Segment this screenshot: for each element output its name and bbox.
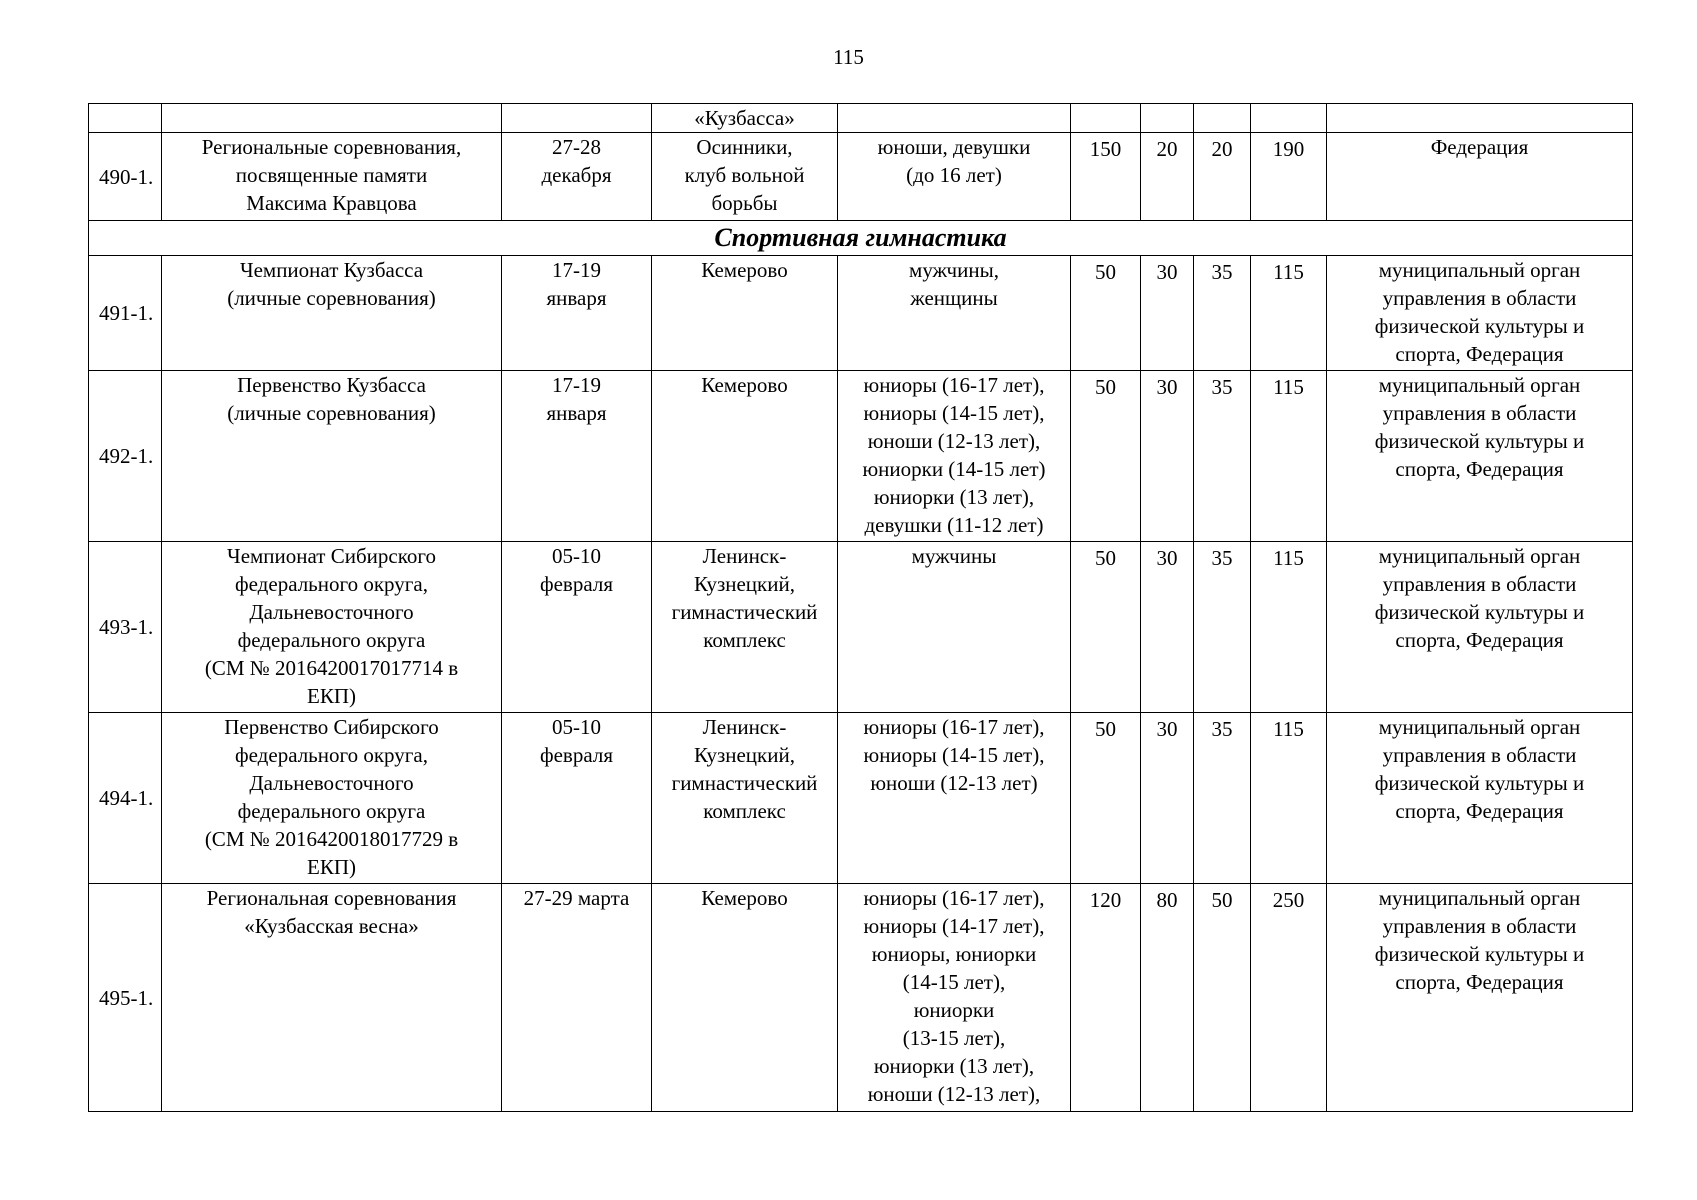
cell-total: 250: [1251, 884, 1327, 1112]
cell-num: 495-1.: [89, 884, 162, 1112]
cell-dates: 27-28 декабря: [502, 133, 652, 221]
section-header-row: [89, 221, 1633, 256]
cell-dates: 27-29 марта: [502, 884, 652, 1112]
cell-organizer: муниципальный орган управления в области физической культуры и спорта, Федерация: [1327, 713, 1633, 884]
cell-num: 490-1.: [89, 133, 162, 221]
cell-organizer: муниципальный орган управления в области физической культуры и спорта, Федерация: [1327, 256, 1633, 371]
cell-name: Региональные соревнования, посвященные памяти Максима Кравцова: [162, 133, 502, 221]
cell-num: 491-1.: [89, 256, 162, 371]
cell-dates: [502, 104, 652, 133]
cell-q2: 20: [1141, 133, 1194, 221]
cell-place: Кемерово: [652, 884, 838, 1112]
cell-q3: 35: [1194, 713, 1251, 884]
cell-q2: 30: [1141, 371, 1194, 542]
cell-q2: 80: [1141, 884, 1194, 1112]
cell-participants: мужчины, женщины: [838, 256, 1071, 371]
cell-total: [1251, 104, 1327, 133]
table-row-continuation: [89, 104, 1633, 133]
cell-q1: 50: [1071, 713, 1141, 884]
cell-participants: юниоры (16-17 лет), юниоры (14-15 лет), юноши (12-13 лет), юниорки (14-15 лет) юниорки (13 лет), девушки (11-12 лет): [838, 371, 1071, 542]
cell-num: 493-1.: [89, 542, 162, 713]
cell-q1: 150: [1071, 133, 1141, 221]
cell-place: Ленинск- Кузнецкий, гимнастический комплекс: [652, 713, 838, 884]
cell-total: 115: [1251, 371, 1327, 542]
section-title: Спортивная гимнастика: [89, 221, 1633, 256]
cell-total: 115: [1251, 542, 1327, 713]
cell-participants: мужчины: [838, 542, 1071, 713]
cell-name: Первенство Кузбасса (личные соревнования): [162, 371, 502, 542]
cell-organizer: муниципальный орган управления в области физической культуры и спорта, Федерация: [1327, 542, 1633, 713]
cell-organizer: [1327, 104, 1633, 133]
cell-q2: [1141, 104, 1194, 133]
cell-participants: юниоры (16-17 лет), юниоры (14-17 лет), юниоры, юниорки (14-15 лет), юниорки (13-15 лет), юниорки (13 лет), юноши (12-13 лет),: [838, 884, 1071, 1112]
cell-dates: 05-10 февраля: [502, 542, 652, 713]
cell-dates: 17-19 января: [502, 371, 652, 542]
cell-organizer: муниципальный орган управления в области физической культуры и спорта, Федерация: [1327, 884, 1633, 1112]
cell-place: «Кузбасса»: [652, 104, 838, 133]
cell-place: Осинники, клуб вольной борьбы: [652, 133, 838, 221]
events-table: [88, 103, 1633, 1112]
cell-q3: 20: [1194, 133, 1251, 221]
cell-q3: 35: [1194, 542, 1251, 713]
table-row-493: [89, 542, 1633, 713]
cell-participants: [838, 104, 1071, 133]
cell-total: 115: [1251, 713, 1327, 884]
cell-q3: 35: [1194, 371, 1251, 542]
cell-dates: 17-19 января: [502, 256, 652, 371]
cell-q1: [1071, 104, 1141, 133]
table-row-491: [89, 256, 1633, 371]
cell-q3: 35: [1194, 256, 1251, 371]
cell-q1: 50: [1071, 371, 1141, 542]
cell-num: 492-1.: [89, 371, 162, 542]
cell-q2: 30: [1141, 256, 1194, 371]
cell-q1: 50: [1071, 256, 1141, 371]
cell-name: Чемпионат Сибирского федерального округа, Дальневосточного федерального округа (СМ № 2016420017017714 в ЕКП): [162, 542, 502, 713]
cell-organizer: муниципальный орган управления в области физической культуры и спорта, Федерация: [1327, 371, 1633, 542]
cell-num: 494-1.: [89, 713, 162, 884]
cell-total: 115: [1251, 256, 1327, 371]
cell-organizer: Федерация: [1327, 133, 1633, 221]
cell-participants: юноши, девушки (до 16 лет): [838, 133, 1071, 221]
cell-name: Региональная соревнования «Кузбасская весна»: [162, 884, 502, 1112]
cell-name: Чемпионат Кузбасса (личные соревнования): [162, 256, 502, 371]
table-row-494: [89, 713, 1633, 884]
cell-q1: 120: [1071, 884, 1141, 1112]
cell-name: [162, 104, 502, 133]
cell-place: Кемерово: [652, 371, 838, 542]
table-row-492: [89, 371, 1633, 542]
cell-participants: юниоры (16-17 лет), юниоры (14-15 лет), юноши (12-13 лет): [838, 713, 1071, 884]
cell-q2: 30: [1141, 542, 1194, 713]
cell-place: Ленинск- Кузнецкий, гимнастический комплекс: [652, 542, 838, 713]
cell-num: [89, 104, 162, 133]
cell-q2: 30: [1141, 713, 1194, 884]
cell-name: Первенство Сибирского федерального округа, Дальневосточного федерального округа (СМ № 2016420018017729 в ЕКП): [162, 713, 502, 884]
cell-dates: 05-10 февраля: [502, 713, 652, 884]
cell-q3: [1194, 104, 1251, 133]
table-row-495: [89, 884, 1633, 1112]
table-row-490: [89, 133, 1633, 221]
cell-q3: 50: [1194, 884, 1251, 1112]
cell-place: Кемерово: [652, 256, 838, 371]
cell-q1: 50: [1071, 542, 1141, 713]
cell-total: 190: [1251, 133, 1327, 221]
page-number: 115: [833, 45, 864, 69]
